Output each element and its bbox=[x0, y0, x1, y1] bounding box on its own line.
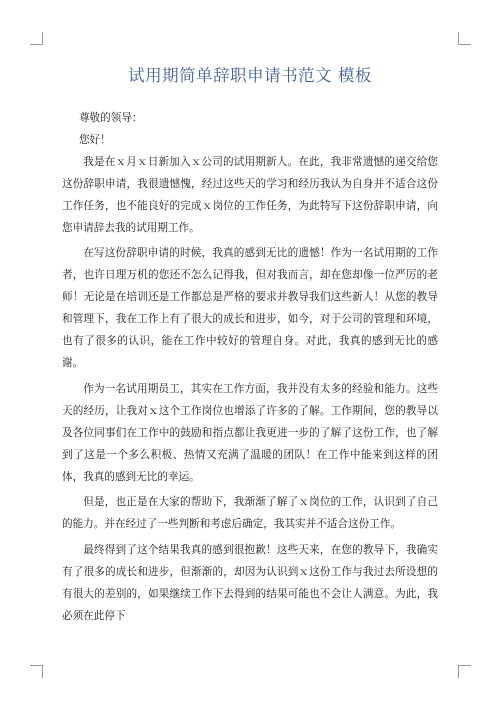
paragraph-3: 作为一名试用期员工，其实在工作方面，我并没有太多的经验和能力。这些天的经历，让我对ｘ这个工作岗位也增添了许多的了解。工作期间，您的教导以及各位同事们在工作中的鼓励和指点都让我更进一步的了解了这份工作，也了解到了这是一个多么积极、热情又充满了温暖的团队！在工作中能来到这样的团体，我真的感到无比的幸运。 bbox=[62, 382, 438, 483]
salutation: 尊敬的领导： bbox=[78, 112, 143, 124]
document-body bbox=[62, 108, 438, 628]
crop-mark-top-right bbox=[458, 32, 471, 45]
crop-mark-bottom-left bbox=[30, 665, 43, 678]
paragraph-5: 最终得到了这个结果我真的感到很抱歉！这些天来，在您的教导下，我确实有了很多的成长和进步，但渐渐的，却因为认识到ｘ这份工作与我过去所设想的有很大的差别的，如果继续工作下去得到的结果可能也不会让人满意。为此，我必须在此停下 bbox=[62, 544, 438, 622]
crop-mark-bottom-right bbox=[458, 665, 471, 678]
paragraph-1: 我是在ｘ月ｘ日新加入ｘ公司的试用期新人。在此，我非常遗憾的递交给您这份辞职申请，我很遗憾愧，经过这些天的学习和经历我认为自身并不适合这份工作任务，也不能良好的完成ｘ岗位的工作任务，为此特写下这份辞职申请，向您申请辞去我的试用期工作。 bbox=[62, 155, 438, 234]
paragraph-2: 在写这份辞职申请的时候，我真的感到无比的遗憾！作为一名试用期的工作者，也许日理万机的您还不怎么记得我，但对我而言，却在您却像一位严厉的老师！无论是在培训还是工作都总是严格的要求并教导我们这些新人！从您的教导和管理下，我在工作上有了很大的成长和进步，如今，对于公司的管理和环境，也有了很多的认识，能在工作中较好的管理自身。对此，我真的感到无比的感谢。 bbox=[62, 247, 438, 369]
crop-mark-top-left bbox=[30, 32, 43, 45]
paragraph-4: 但是，也正是在大家的帮助下，我渐渐了解了ｘ岗位的工作，认识到了自己的能力。并在经过了一些判断和考虑后确定，我其实并不适合这份工作。 bbox=[62, 496, 438, 531]
document-title: 试用期简单辞职申请书范文 模板 bbox=[128, 66, 372, 85]
greeting: 您好！ bbox=[78, 133, 111, 146]
